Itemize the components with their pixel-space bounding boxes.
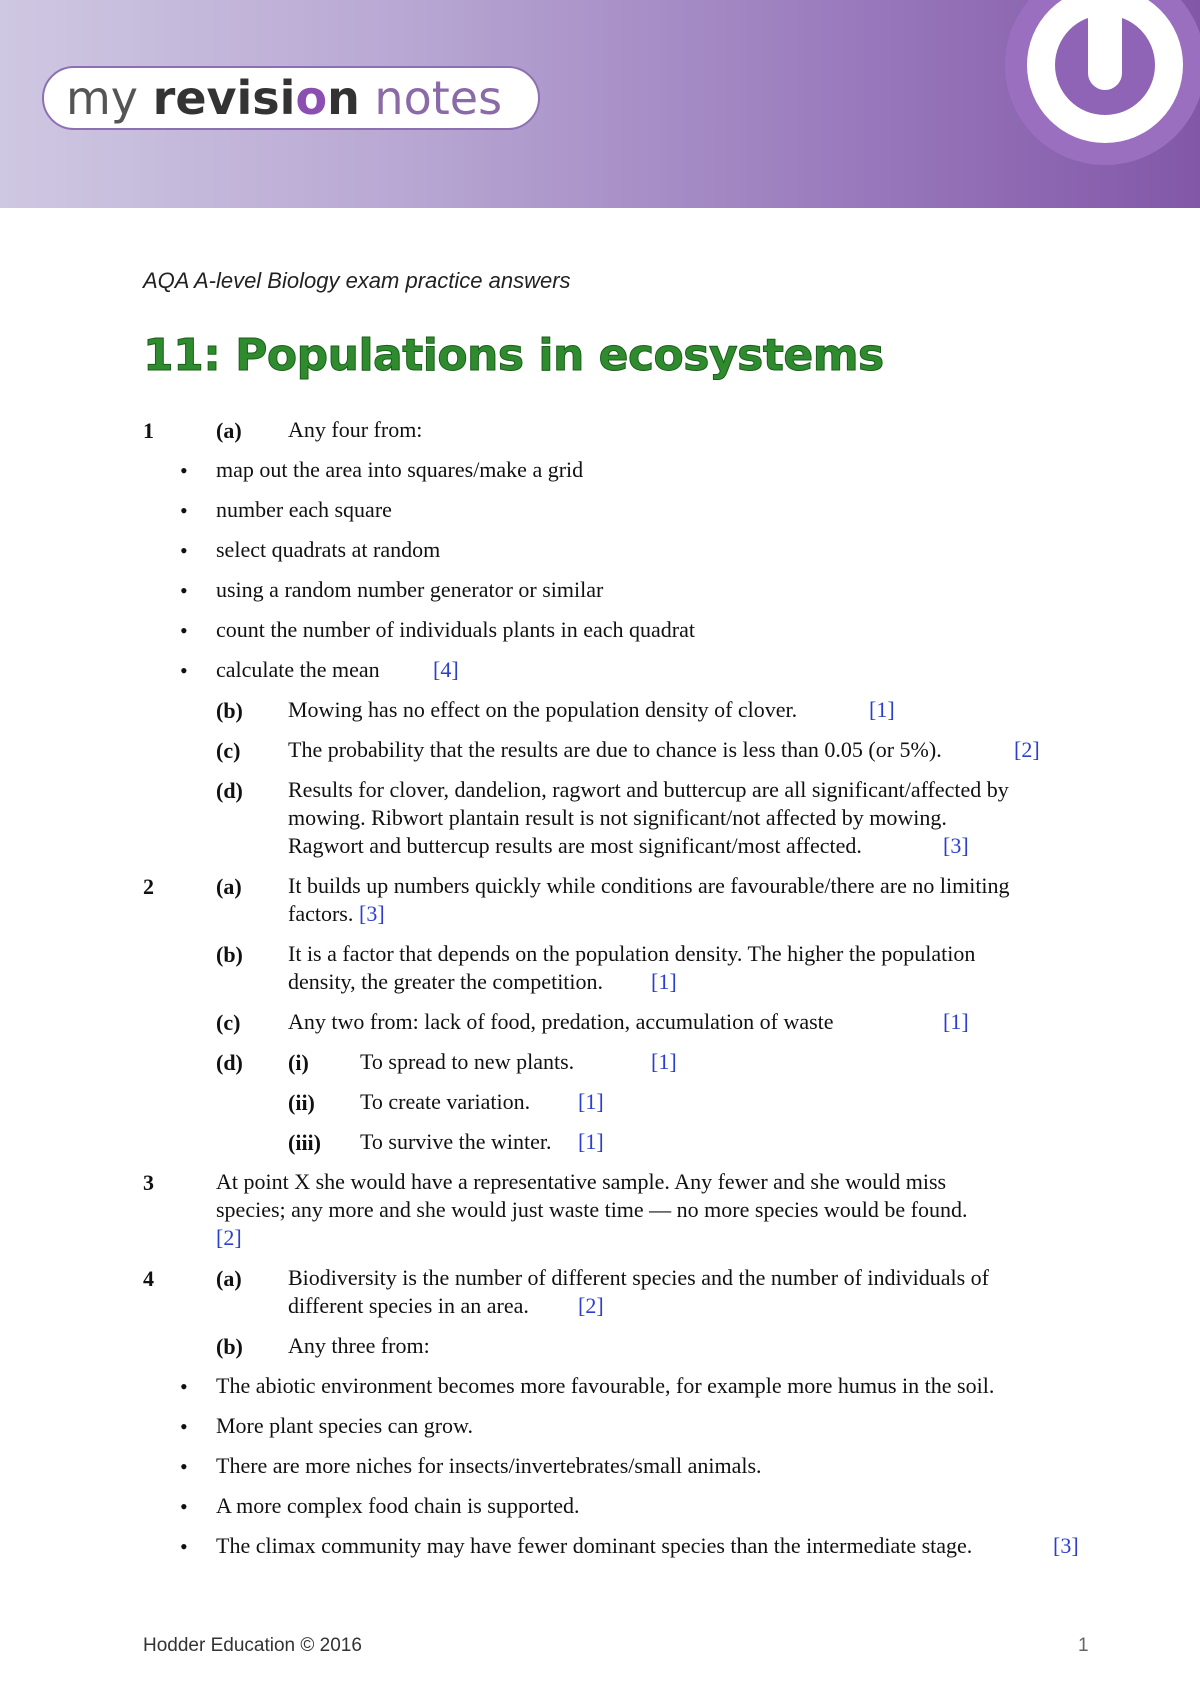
question-number: 1 [143, 418, 154, 443]
part-label: (d) [216, 778, 243, 803]
subpart-label: (ii) [288, 1090, 315, 1115]
part-label: (c) [216, 738, 241, 763]
header-banner [0, 0, 1200, 208]
part-label: (b) [216, 698, 243, 723]
mark-allocation: [1] [578, 1129, 604, 1154]
part-text: Any three from: [288, 1333, 430, 1358]
document-subtitle: AQA A-level Biology exam practice answers [143, 268, 571, 293]
question-number: 2 [143, 874, 154, 899]
bullet: • [180, 1454, 188, 1479]
subpart-label: (iii) [288, 1130, 321, 1155]
footer-copyright: Hodder Education © 2016 [143, 1635, 362, 1656]
subpart-label: (i) [288, 1050, 309, 1075]
bullet: • [180, 618, 188, 643]
part-text: Biodiversity is the number of different species and the number of individuals of [288, 1265, 989, 1290]
part-text: It builds up numbers quickly while conditions are favourable/there are no limiting [288, 873, 1010, 898]
part-label: (c) [216, 1010, 241, 1035]
list-item: The abiotic environment becomes more favourable, for example more humus in the soil. [216, 1373, 995, 1398]
power-icon [1000, 0, 1200, 170]
mark-allocation: [1] [943, 1009, 969, 1034]
part-text: It is a factor that depends on the population density. The higher the population [288, 941, 976, 966]
list-item: select quadrats at random [216, 537, 441, 562]
mark-allocation: [2] [216, 1225, 242, 1250]
logo-revisi: revisi [152, 71, 296, 125]
bullet: • [180, 1494, 188, 1519]
mark-allocation: [1] [651, 1049, 677, 1074]
logo-n: n [327, 71, 360, 125]
part-label: (a) [216, 1266, 242, 1291]
subpart-text: To create variation. [360, 1089, 531, 1114]
part-label: (a) [216, 418, 242, 443]
logo-notes: notes [359, 71, 503, 125]
subpart-text: To spread to new plants. [360, 1049, 575, 1074]
question-number: 4 [143, 1266, 154, 1291]
bullet: • [180, 658, 188, 683]
bullet: • [180, 538, 188, 563]
logo-o: o [295, 71, 328, 125]
mark-allocation: [4] [433, 657, 459, 682]
subpart-text: To survive the winter. [360, 1129, 552, 1154]
mark-allocation: [2] [1014, 737, 1040, 762]
answer-text: At point X she would have a representative sample. Any fewer and she would miss [216, 1169, 947, 1194]
list-item: A more complex food chain is supported. [216, 1493, 580, 1518]
part-text: The probability that the results are due to chance is less than 0.05 (or 5%). [288, 737, 942, 762]
question-number: 3 [143, 1170, 154, 1195]
page-title: 11: Populations in ecosystems [143, 330, 884, 381]
mark-allocation: [3] [943, 833, 969, 858]
list-item: count the number of individuals plants in each quadrat [216, 617, 695, 642]
list-item: There are more niches for insects/invertebrates/small animals. [216, 1453, 762, 1478]
mark-allocation: [3] [359, 901, 385, 926]
part-text: different species in an area. [288, 1293, 529, 1318]
part-text: Results for clover, dandelion, ragwort and buttercup are all significant/affected by [288, 777, 1009, 802]
answer-text: species; any more and she would just waste time — no more species would be found. [216, 1197, 968, 1222]
part-text: Ragwort and buttercup results are most significant/most affected. [288, 833, 862, 858]
bullet: • [180, 458, 188, 483]
part-text: Any four from: [288, 417, 423, 442]
part-text: Any two from: lack of food, predation, accumulation of waste [288, 1009, 834, 1034]
bullet: • [180, 578, 188, 603]
part-text: Mowing has no effect on the population density of clover. [288, 697, 798, 722]
bullet: • [180, 1374, 188, 1399]
bullet: • [180, 1414, 188, 1439]
part-text: mowing. Ribwort plantain result is not significant/not affected by mowing. [288, 805, 947, 830]
mark-allocation: [1] [651, 969, 677, 994]
bullet: • [180, 1534, 188, 1559]
part-label: (d) [216, 1050, 243, 1075]
page-number: 1 [1078, 1635, 1089, 1656]
list-item: number each square [216, 497, 392, 522]
part-label: (b) [216, 1334, 243, 1359]
part-label: (a) [216, 874, 242, 899]
mark-allocation: [2] [578, 1293, 604, 1318]
part-text: density, the greater the competition. [288, 969, 604, 994]
part-text: factors. [288, 901, 354, 926]
list-item: map out the area into squares/make a grid [216, 457, 584, 482]
bullet: • [180, 498, 188, 523]
list-item: calculate the mean [216, 657, 380, 682]
list-item: using a random number generator or similar [216, 577, 604, 602]
part-label: (b) [216, 942, 243, 967]
mark-allocation: [1] [869, 697, 895, 722]
list-item: More plant species can grow. [216, 1413, 473, 1438]
logo-my: my [66, 71, 153, 125]
logo [42, 66, 540, 130]
list-item: The climax community may have fewer dominant species than the intermediate stage. [216, 1533, 973, 1558]
mark-allocation: [3] [1053, 1533, 1079, 1558]
mark-allocation: [1] [578, 1089, 604, 1114]
